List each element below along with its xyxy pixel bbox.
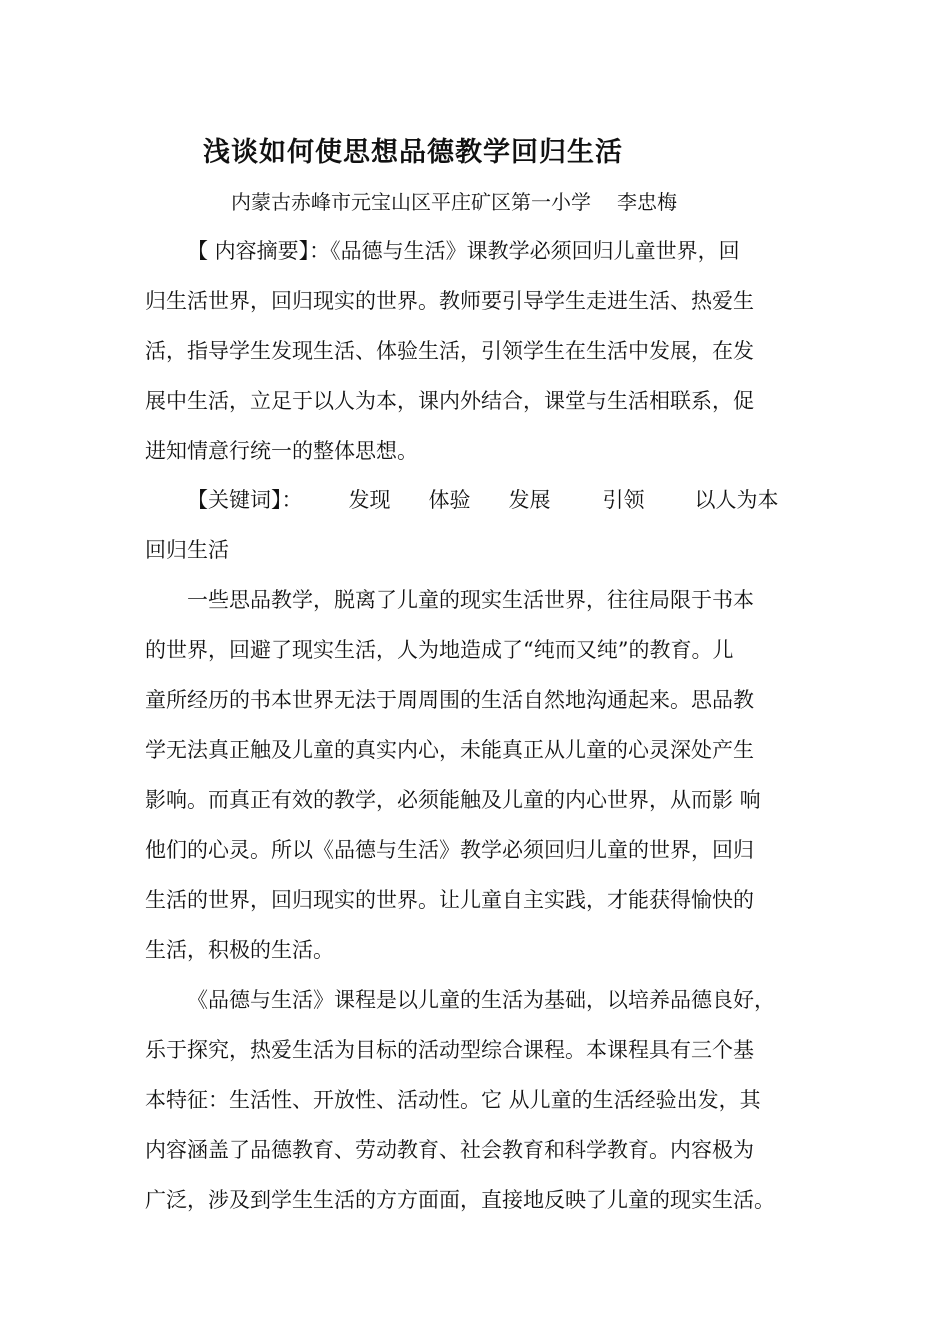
keywords-continuation: 回归生活 [145,538,229,562]
paragraph-line: 童所经历的书本世界无法于周周围的生活自然地沟通起来。思品教 [145,688,754,712]
paragraph-line: 本特征：生活性、开放性、活动性。它 从儿童的生活经验出发，其 [145,1088,761,1112]
keyword-item: 发展 [508,488,551,512]
abstract-line: 归生活世界，回归现实的世界。教师要引导学生走进生活、热爱生 [145,289,754,313]
paragraph-line: 学无法真正触及儿童的真实内心，未能真正从儿童的心灵深处产生 [145,738,754,762]
keyword-item: 以人为本 [694,488,779,512]
paragraph-line: 影响。而真正有效的教学，必须能触及儿童的内心世界，从而影 响 [145,788,761,812]
paragraph-line: 生活的世界，回归现实的世界。让儿童自主实践，才能获得愉快的 [145,888,754,912]
author-affiliation: 内蒙古赤峰市元宝山区平庄矿区第一小学 [231,190,591,214]
abstract-line: 【 内容摘要】：《品德与生活》课教学必须回归儿童世界，回 [187,239,740,263]
keywords-line [187,485,779,515]
paragraph-line: 广泛，涉及到学生生活的方方面面，直接地反映了儿童的现实生活。 [145,1188,775,1212]
keyword-item: 发现 [348,488,391,512]
document-title: 浅谈如何使思想品德教学回归生活 [203,137,623,168]
keyword-item: 引领 [602,488,645,512]
abstract-line: 活，指导学生发现生活、体验生活，引领学生在生活中发展，在发 [145,339,754,363]
paragraph-line: 内容涵盖了品德教育、劳动教育、社会教育和科学教育。内容极为 [145,1138,754,1162]
paragraph-line: 一些思品教学，脱离了儿童的现实生活世界，往往局限于书本 [187,588,754,612]
paragraph-line: 生活，积极的生活。 [145,938,334,962]
abstract-line: 展中生活，立足于以人为本，课内外结合，课堂与生活相联系，促 [145,389,754,413]
keyword-item: 体验 [428,488,471,512]
paragraph-line: 乐于探究，热爱生活为目标的活动型综合课程。本课程具有三个基 [145,1038,754,1062]
author-name: 李忠梅 [617,190,677,214]
keywords-label: 【关键词】： [187,488,303,512]
abstract-line: 进知情意行统一的整体思想。 [145,439,418,463]
paragraph-line: 《品德与生活》课程是以儿童的生活为基础，以培养品德良好， [187,988,775,1012]
author-line [231,186,677,215]
paragraph-line: 的世界，回避了现实生活，人为地造成了“纯而又纯”的教育。儿 [145,638,734,662]
paragraph-line: 他们的心灵。所以《品德与生活》教学必须回归儿童的世界，回归 [145,838,754,862]
